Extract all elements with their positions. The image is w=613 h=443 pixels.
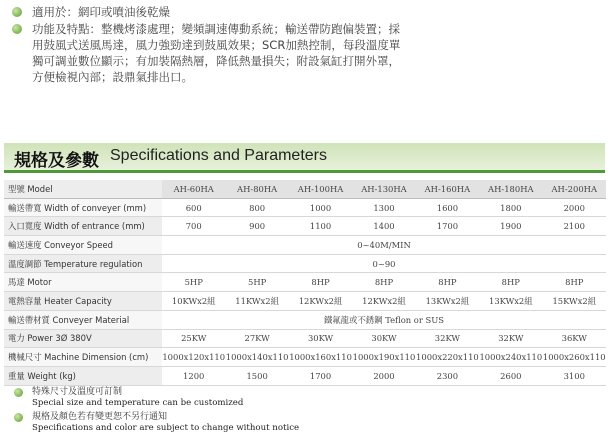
note-cn: 特殊尺寸及溫度可訂制 [32,387,123,397]
row-label: 馬達 Motor [4,273,162,292]
table-cell: 1700 [289,366,352,385]
row-label: 電熱容量 Heater Capacity [4,292,162,311]
table-cell: 10KWx2組 [162,292,225,311]
features-text: 功能及特點：整機烤漆處理；變頻調速傳動系統；輸送帶防跑偏裝置；採用鼓風式送風馬達，風力強勁達到鼓風效果；SCR加熱控制，每段溫度單獨可調並數位顯示；有加裝隔熱層，降低熱量損失；附設氣缸打開外罩，方便檢視內部；設鼎氣排出口。 [32,22,401,84]
table-cell: 1000x120x110 [162,348,225,367]
table-cell: 3100 [543,366,606,385]
table-cell: 30KW [352,329,415,348]
model-header-label: 型號 Model [4,180,162,198]
model-header-cell: AH-200HA [543,180,606,198]
row-label: 電力 Power 3Ø 380V [4,329,162,348]
table-row [4,310,606,329]
intro-features-row [8,21,403,85]
row-label: 機械尺寸 Machine Dimension (cm) [4,348,162,367]
table-cell: 1000x240x110 [479,348,542,367]
table-row [4,273,606,292]
row-label: 溫度調節 Temperature regulation [4,254,162,273]
row-label: 輸送帶材質 Conveyer Material [4,310,162,329]
table-cell: 1200 [162,366,225,385]
spec-table [4,180,606,386]
table-cell: 8HP [416,273,479,292]
model-header-cell: AH-100HA [289,180,352,198]
table-row [4,198,606,217]
table-cell: 15KWx2組 [543,292,606,311]
note-cn: 規格及顏色若有變更恕不另行通知 [32,412,168,422]
table-cell: 2000 [543,198,606,217]
table-row [4,366,606,385]
table-cell: 1000x220x110 [416,348,479,367]
row-label: 入口寬度 Width of entrance (mm) [4,217,162,236]
section-title-en: Specifications and Parameters [110,147,327,164]
merged-cell: 鐵氟龍或不銹鋼 Teflon or SUS [162,310,606,329]
table-cell: 13KWx2組 [416,292,479,311]
table-cell: 1700 [416,217,479,236]
table-cell: 1900 [479,217,542,236]
row-label: 輸送帶寬 Width of conveyer (mm) [4,198,162,217]
table-cell: 25KW [162,329,225,348]
row-label: 輸送速度 Conveyor Speed [4,236,162,255]
intro-applicable-row [8,4,403,20]
table-cell: 1300 [352,198,415,217]
table-cell: 1800 [479,198,542,217]
merged-cell: 0~90 [162,254,606,273]
table-cell: 1000x140x110 [225,348,288,367]
table-row [4,236,606,255]
table-row [4,348,606,367]
bullet-icon [12,24,22,34]
note-en: Special size and temperature can be customized [32,398,244,408]
table-row [4,292,606,311]
table-cell: 36KW [543,329,606,348]
table-cell: 2100 [543,217,606,236]
table-cell: 8HP [289,273,352,292]
spec-section-title-bar [4,143,605,173]
table-cell: 1400 [352,217,415,236]
table-cell: 2300 [416,366,479,385]
table-cell: 12KWx2組 [289,292,352,311]
table-cell: 5HP [225,273,288,292]
note-en: Specifications and color are subject to change without notice [32,423,300,433]
table-cell: 1000x260x110 [543,348,606,367]
model-header-cell: AH-180HA [479,180,542,198]
table-cell: 600 [162,198,225,217]
intro-section [8,4,403,85]
merged-cell: 0~40M/MIN [162,236,606,255]
bullet-icon [14,413,23,422]
table-cell: 13KWx2組 [479,292,542,311]
table-cell: 900 [225,217,288,236]
table-cell: 1000x160x110 [289,348,352,367]
table-cell: 11KWx2組 [225,292,288,311]
table-cell: 800 [225,198,288,217]
table-cell: 1600 [416,198,479,217]
table-cell: 8HP [479,273,542,292]
row-label: 重量 Weight (kg) [4,366,162,385]
table-row [4,254,606,273]
table-cell: 2000 [352,366,415,385]
table-cell: 27KW [225,329,288,348]
table-cell: 32KW [479,329,542,348]
table-cell: 8HP [543,273,606,292]
table-cell: 5HP [162,273,225,292]
table-cell: 1500 [225,366,288,385]
table-cell: 12KWx2組 [352,292,415,311]
table-row [4,217,606,236]
table-row [4,329,606,348]
section-title-cn: 規格及參數 [14,151,99,171]
table-cell: 1000 [289,198,352,217]
table-header-row [4,180,606,198]
table-cell: 700 [162,217,225,236]
note-item [8,412,299,434]
model-header-cell: AH-130HA [352,180,415,198]
bullet-icon [12,7,22,17]
note-item [8,387,299,409]
notes-section [8,387,299,434]
bullet-icon [14,388,23,397]
applicable-text: 適用於：網印或噴油後乾燥 [32,5,170,19]
table-cell: 30KW [289,329,352,348]
table-cell: 1100 [289,217,352,236]
table-cell: 2600 [479,366,542,385]
model-header-cell: AH-80HA [225,180,288,198]
table-cell: 1000x190x110 [352,348,415,367]
model-header-cell: AH-160HA [416,180,479,198]
model-header-cell: AH-60HA [162,180,225,198]
table-cell: 8HP [352,273,415,292]
table-cell: 32KW [416,329,479,348]
